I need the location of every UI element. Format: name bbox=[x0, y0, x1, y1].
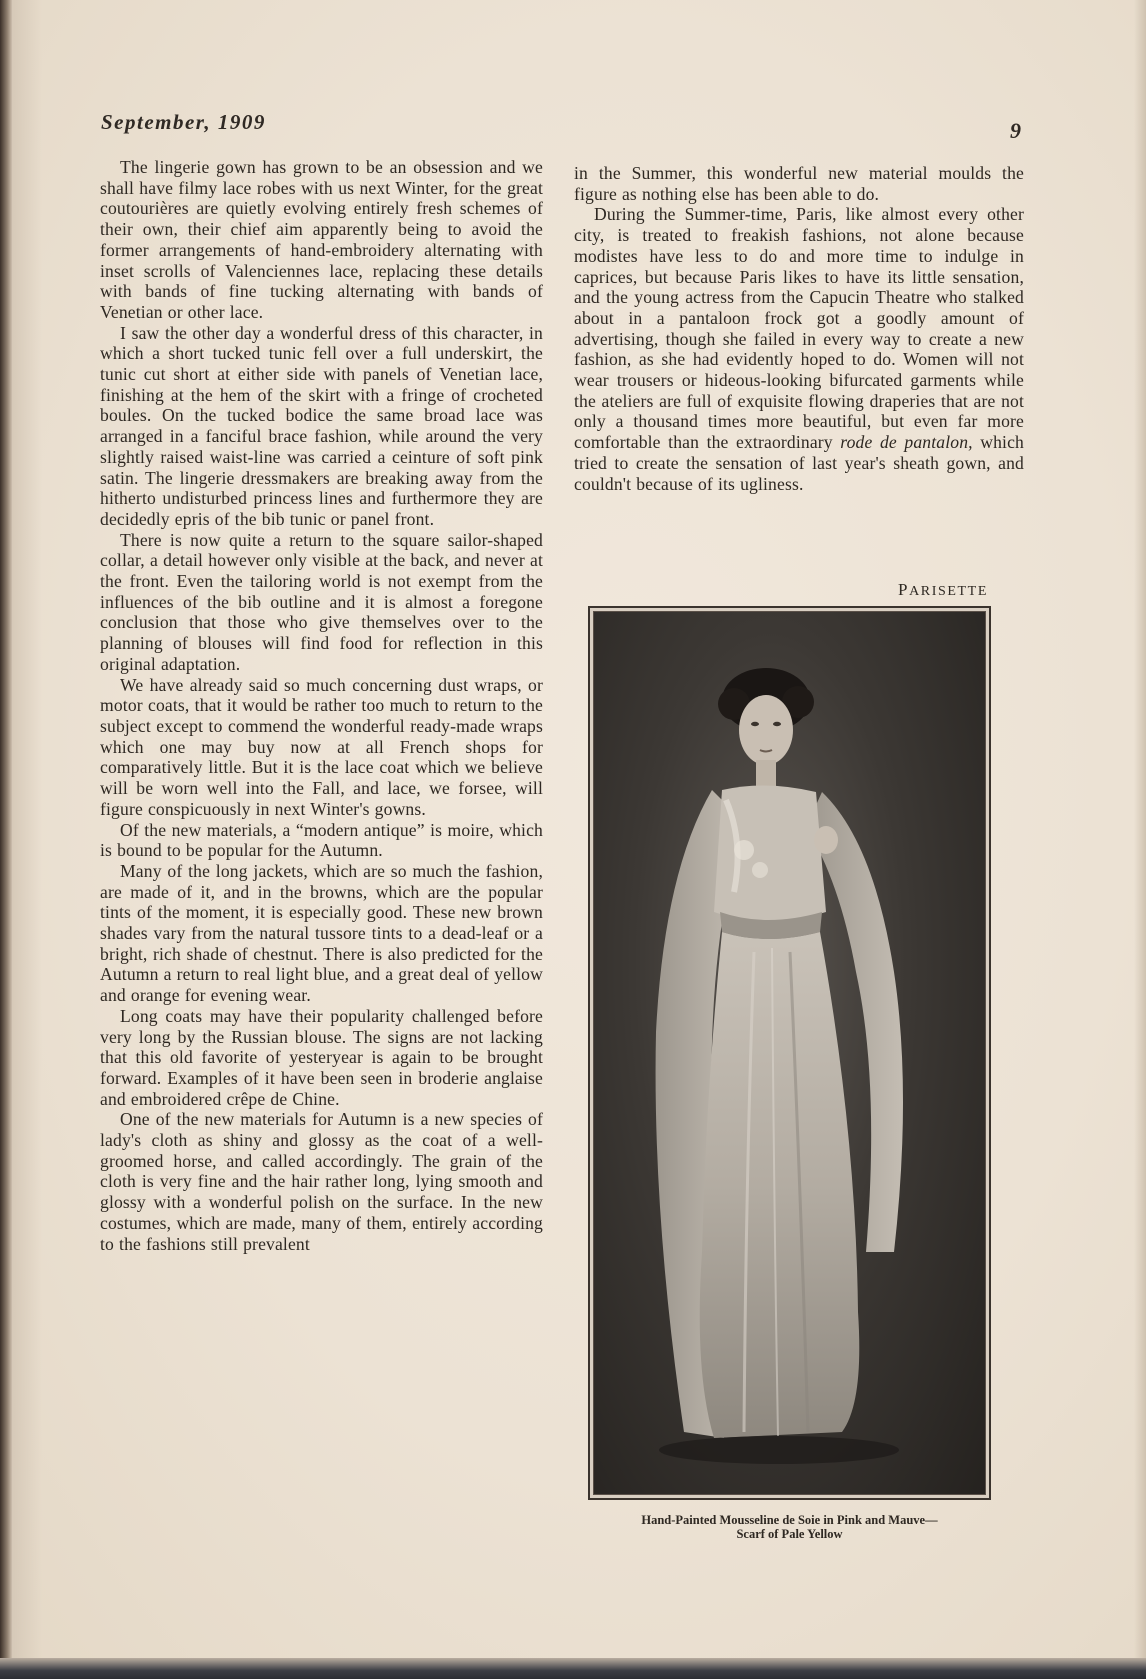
signature-initial: P bbox=[898, 580, 910, 599]
signature-rest: ARISETTE bbox=[909, 584, 988, 599]
author-signature bbox=[898, 580, 988, 600]
paragraph-continuation: in the Summer, this wonderful new material moulds the figure as nothing else has been able to do. bbox=[574, 163, 1024, 204]
photo-frame bbox=[588, 606, 991, 1500]
paragraph: Long coats may have their popularity challenged before very long by the Russian blouse. The signs are not lacking that this old favorite of yesteryear is again to be brought forward. Examples of it have been seen in broderie anglaise and embroidered crêpe de Chine. bbox=[100, 1005, 543, 1109]
binding-shadow bbox=[12, 0, 42, 1679]
paragraph: The lingerie gown has grown to be an obsession and we shall have filmy lace robes with us next Winter, for the great coutourières are quietly evolving entirely fresh schemes of their own, their chief aim apparently being to avoid the former arrangements of hand-embroidery alternating with inset scrolls of Valenciennes lace, replacing these details with bands of fine tucking alternating with bands of Venetian or other lace. bbox=[100, 157, 543, 322]
caption-line: Scarf of Pale Yellow bbox=[736, 1527, 843, 1541]
right-text-column bbox=[574, 163, 1024, 494]
page-number: 9 bbox=[1010, 118, 1021, 143]
caption-line: Hand-Painted Mousseline de Soie in Pink and Mauve— bbox=[641, 1513, 938, 1527]
paragraph-text: which tried to create the sensation of last year's sheath gown, and couldn't because of its ugliness. bbox=[574, 432, 1024, 494]
fashion-photograph bbox=[593, 611, 986, 1495]
paragraph: We have already said so much concerning dust wraps, or motor coats, that it would be rather too much to return to the subject except to commend the wonderful ready-made wraps which one may buy now at all French shops for comparatively little. But it is the lace coat which we believe will be worn well into the Fall, and lace, we forsee, will figure conspicuously in next Winter's gowns. bbox=[100, 674, 543, 819]
paragraph: Many of the long jackets, which are so much the fashion, are made of it, and in the browns, which are the popular tints of the moment, it is especially good. These new brown shades vary from the natural tussore tints to a dead-leaf or a bright, rich shade of chestnut. There is also predicted for the Autumn a return to real light blue, and a great deal of yellow and orange for evening wear. bbox=[100, 860, 543, 1006]
paragraph bbox=[574, 204, 1024, 494]
woman-in-gown-illustration bbox=[594, 612, 986, 1495]
left-text-column bbox=[100, 157, 543, 1254]
photo-caption bbox=[588, 1513, 991, 1541]
binding-edge bbox=[0, 0, 12, 1679]
italic-phrase: rode de pantalon, bbox=[840, 432, 973, 453]
issue-date: September, 1909 bbox=[101, 110, 266, 134]
page-edge-right bbox=[1134, 0, 1146, 1679]
paragraph: There is now quite a return to the square sailor-shaped collar, a detail however only visible at the back, and never at the front. Even the tailoring world is not exempt from the influences of the bib outline and it is almost a foregone conclusion that those who give themselves over to the planning of blouses will find food for reflection in this original adaptation. bbox=[100, 529, 543, 674]
paragraph: I saw the other day a wonderful dress of this character, in which a short tucked tunic fell over a full underskirt, the tunic cut short at either side with panels of Venetian lace, finishing at the hem of the skirt with a fringe of crocheted boules. On the tucked bodice the same broad lace was arranged in a fanciful brace fashion, while around the very slightly raised waist-line was carried a ceinture of soft pink satin. The lingerie dressmakers are breaking away from the hitherto undisturbed princess lines and furthermore they are decidedly epris of the bib tunic or panel front. bbox=[100, 322, 543, 529]
paragraph: Of the new materials, a “modern antique” is moire, which is bound to be popular for the Autumn. bbox=[100, 819, 543, 861]
paragraph: One of the new materials for Autumn is a new species of lady's cloth as shiny and glossy as the coat of a well-groomed horse, and called accordingly. The grain of the cloth is very fine and the hair rather long, lying smooth and glossy with a wonderful polish on the surface. In the new costumes, which are made, many of them, entirely according to the fashions still prevalent bbox=[100, 1109, 543, 1254]
paragraph-text: During the Summer-time, Paris, like almost every other city, is treated to freakish fashions, not alone because modistes have less to do and more time to indulge in caprices, but because Paris likes to have its little sensation, and the young actress from the Capucin Theatre who stalked about in a pantaloon frock got a goodly amount of advertising, though she failed in every way to create a new fashion, as she had evidently hoped to do. Women will not wear trousers or hideous-looking bifurcated garments while the ateliers are full of exquisite flowing draperies that are not only a thousand times more beautiful, but even far more comfortable than the extraordinary bbox=[574, 204, 1024, 453]
page-edge-bottom bbox=[0, 1658, 1146, 1679]
